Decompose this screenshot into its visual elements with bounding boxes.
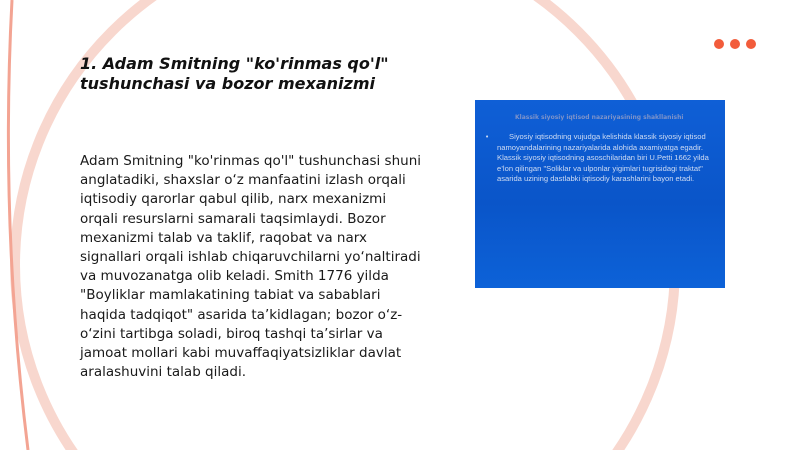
dot-1 [714, 39, 724, 49]
dot-2 [730, 39, 740, 49]
picture-heading-text: Klassik siyosiy iqtisod nazariyasining shakllanishi [515, 114, 684, 121]
embedded-slide-image [475, 100, 725, 288]
picture-bullet [485, 132, 715, 185]
slide-title: 1. Adam Smitning "ko'rinmas qo'l" tushunchasi va bozor mexanizmi [80, 54, 389, 93]
picture-heading [485, 114, 715, 122]
picture-bullet-text: Siyosiy iqtisodning vujudga kelishida klassik siyosiy iqtisod namoyandalarining nazariyalarida alohida axamiyatga egadir. Klassik siyosiy iqtisodning asoschilaridan biri U.Petti 1662 yilda e’lon qilingan "Soliklar va ulponlar yigimlari tugrisidagi traktat" asarida uzining dastlabki iqtisodiy karashlarini bayon etadi. [497, 132, 709, 184]
bullet-icon: • [485, 133, 490, 141]
three-dots-icon [714, 39, 756, 49]
dot-3 [746, 39, 756, 49]
slide-body-text: Adam Smitning "ko'rinmas qo'l" tushunchasi shuni anglatadiki, shaxslar o‘z manfaatini izlash orqali iqtisodiy qarorlar qabul qilib, narx mexanizmi orqali resurslarni samarali taqsimlaydi. Bozor mexanizmi talab va taklif, raqobat va narx signallari orqali ishlab chiqaruvchilarni yo‘naltiradi va muvozanatga olib keladi. Smith 1776 yilda "Boyliklar mamlakatining tabiat va sabablari haqida tadqiqot" asarida ta’kidlagan; bozor o‘z-o‘zini tartibga soladi, biroq tashqi ta’sirlar va jamoat mollari kabi muvaffaqiyatsizliklar davlat aralashuvini talab qiladi. [80, 153, 422, 381]
